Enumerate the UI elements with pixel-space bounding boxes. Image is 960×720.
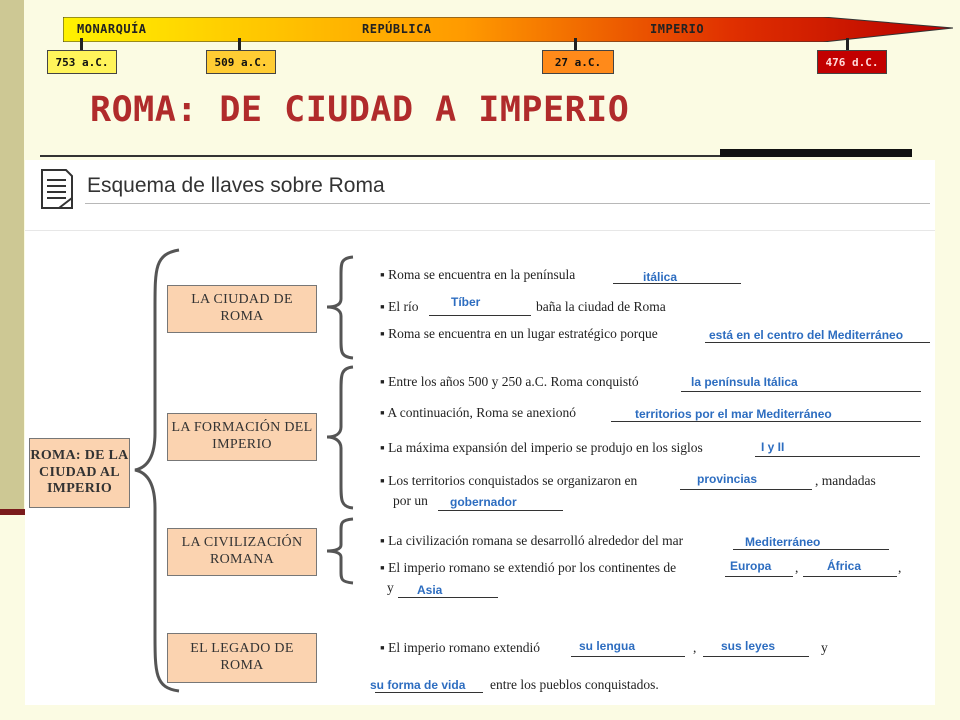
item-continentes: ▪ El imperio romano se extendió por los continentes de — [380, 560, 677, 575]
document-icon — [39, 168, 75, 210]
blank-line — [429, 315, 531, 316]
date-753: 753 a.C. — [47, 50, 117, 74]
blank-line — [733, 549, 889, 550]
answer-provincias: provincias — [697, 472, 758, 486]
item-rio-tail: baña la ciudad de Roma — [536, 299, 666, 314]
blank-line — [398, 597, 498, 598]
answer-lengua: su lengua — [579, 639, 636, 653]
item-por-un: por un — [393, 493, 428, 508]
section-formacion: LA FORMACIÓN DEL IMPERIO — [167, 413, 317, 461]
answer-mediterraneo: Mediterráneo — [745, 535, 821, 549]
answer-leyes: sus leyes — [721, 639, 776, 653]
blank-line — [755, 456, 920, 457]
answer-italica: itálica — [643, 270, 678, 284]
item-expansion: ▪ La máxima expansión del imperio se produjo en los siglos — [380, 440, 703, 455]
item-mandadas: , mandadas — [815, 473, 876, 488]
section-legado: EL LEGADO DE ROMA — [167, 633, 317, 683]
item-pueblos: entre los pueblos conquistados. — [490, 677, 659, 692]
item-extendio: ▪ El imperio romano extendió — [380, 640, 541, 655]
answer-asia: Asia — [417, 583, 443, 597]
blank-line — [803, 576, 897, 577]
item-organizaron: ▪ Los territorios conquistados se organizaron en — [380, 473, 638, 488]
left-decor-strip — [0, 0, 24, 510]
date-509: 509 a.C. — [206, 50, 276, 74]
item-peninsula: ▪ Roma se encuentra en la península — [380, 267, 576, 282]
period-monarquia: MONARQUÍA — [77, 22, 147, 36]
item-y: y — [821, 640, 828, 655]
item-estrategico: ▪ Roma se encuentra en un lugar estratégico porque — [380, 326, 658, 341]
timeline-bar — [63, 17, 953, 42]
title-underline-accent — [720, 149, 912, 157]
blank-line — [705, 342, 930, 343]
date-27: 27 a.C. — [542, 50, 614, 74]
item-mar: ▪ La civilización romana se desarrolló alrededor del mar — [380, 533, 684, 548]
blank-line — [703, 656, 809, 657]
brace-civilizacion — [325, 517, 355, 585]
blank-line — [680, 489, 812, 490]
answer-centro-mediterraneo: está en el centro del Mediterráneo — [709, 328, 904, 342]
period-imperio: IMPERIO — [650, 22, 705, 36]
answer-gobernador: gobernador — [450, 495, 517, 509]
answer-siglos: I y II — [761, 440, 785, 454]
blank-line — [681, 391, 921, 392]
section-civilizacion: LA CIVILIZACIÓN ROMANA — [167, 528, 317, 576]
item-anexiono: ▪ A continuación, Roma se anexionó — [380, 405, 577, 420]
section-ciudad: LA CIUDAD DE ROMA — [167, 285, 317, 333]
period-republica: REPÚBLICA — [362, 22, 432, 36]
blank-line — [438, 510, 563, 511]
item-conquisto: ▪ Entre los años 500 y 250 a.C. Roma conquistó — [380, 374, 639, 389]
answer-territorios: territorios por el mar Mediterráneo — [635, 407, 832, 421]
answer-tiber: Tíber — [451, 295, 481, 309]
brace-ciudad — [325, 255, 355, 360]
answer-europa: Europa — [730, 559, 772, 573]
brace-formacion — [325, 365, 355, 510]
page-title: ROMA: DE CIUDAD A IMPERIO — [90, 90, 630, 130]
worksheet-heading: Esquema de llaves sobre Roma — [87, 174, 385, 197]
blank-line — [571, 656, 685, 657]
item-comma: , — [795, 560, 799, 575]
item-comma: , — [898, 560, 902, 575]
item-comma: , — [693, 640, 697, 655]
heading-divider — [85, 203, 930, 204]
worksheet-panel — [25, 160, 935, 705]
answer-forma-vida: su forma de vida — [370, 678, 466, 692]
item-rio: ▪ El río — [380, 299, 419, 314]
blank-line — [611, 421, 921, 422]
blank-line — [725, 576, 793, 577]
root-box: ROMA: DE LA CIUDAD AL IMPERIO — [29, 438, 130, 508]
date-476: 476 d.C. — [817, 50, 887, 74]
answer-peninsula-italica: la península Itálica — [691, 375, 798, 389]
blank-line — [375, 692, 483, 693]
item-y: y — [387, 580, 394, 595]
heading-divider-light — [25, 230, 935, 231]
left-decor-bar — [0, 509, 26, 515]
answer-africa: África — [827, 559, 862, 573]
